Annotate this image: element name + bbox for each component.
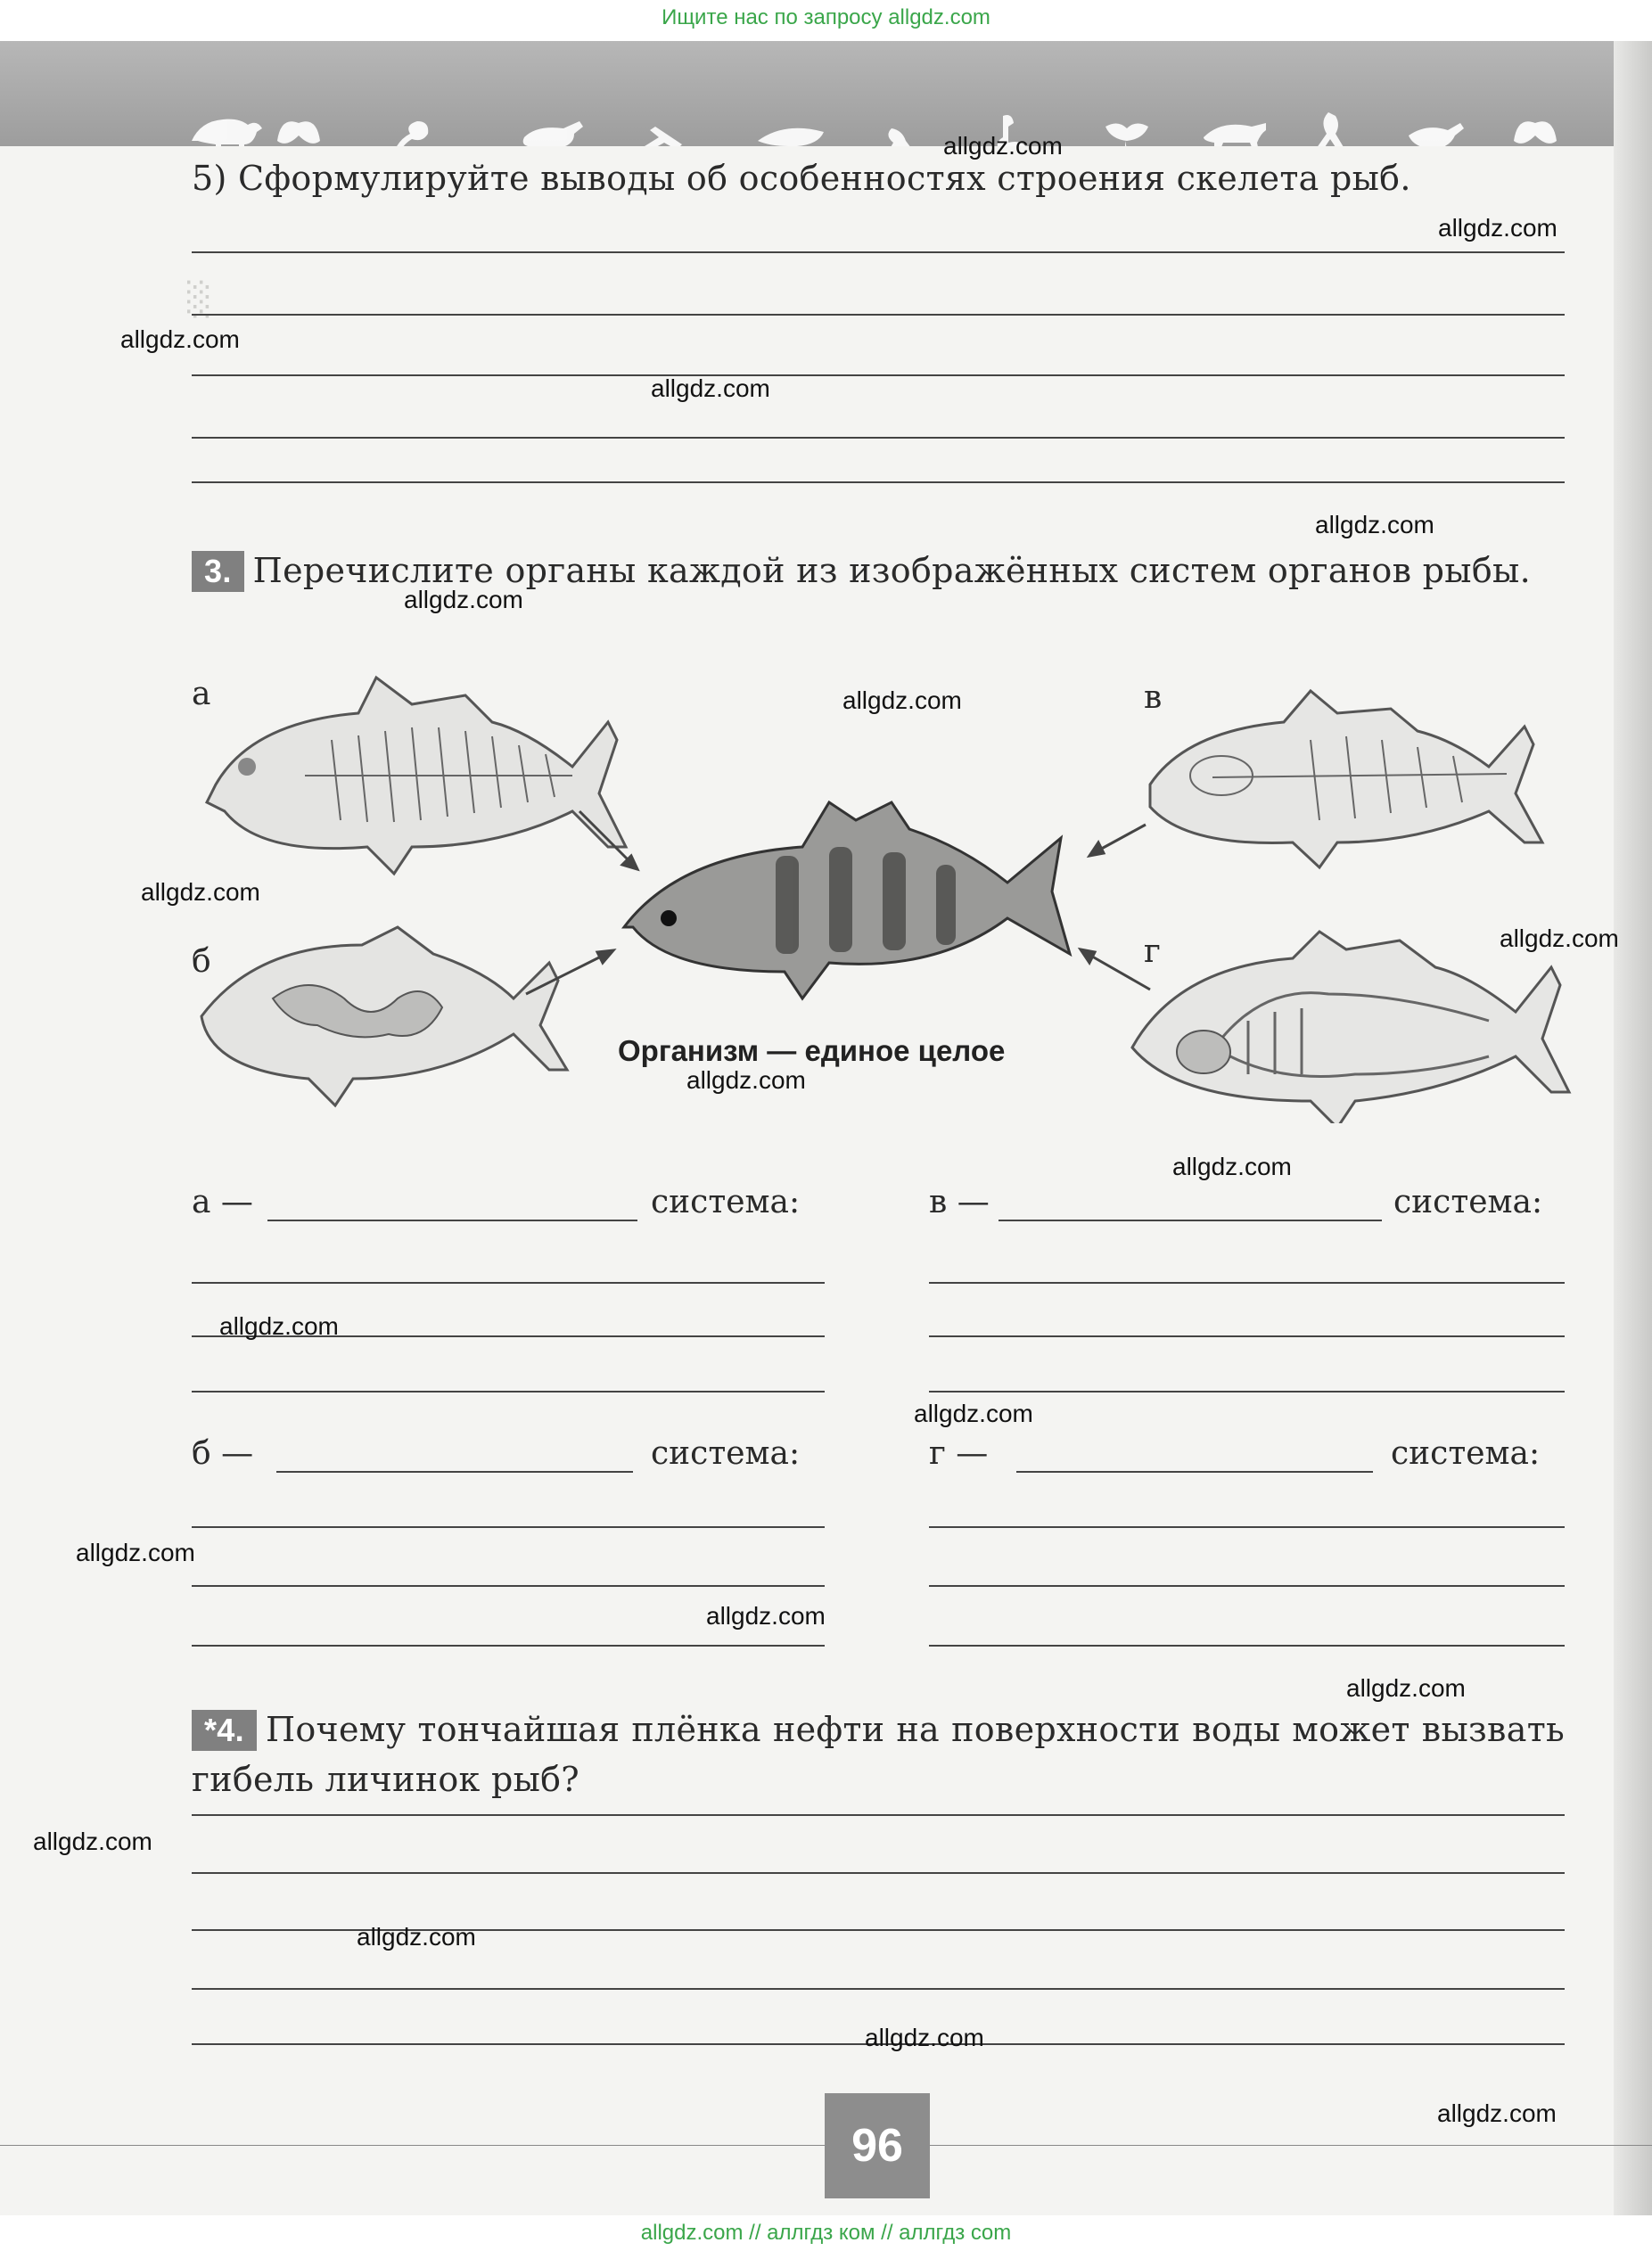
label-a: а bbox=[192, 676, 211, 712]
answer-line[interactable] bbox=[192, 1988, 1565, 1990]
answer-g-letter: г — bbox=[929, 1435, 989, 1472]
answer-v-word: система: bbox=[1393, 1184, 1543, 1220]
answer-b-word: система: bbox=[651, 1435, 801, 1472]
site-link[interactable]: Ищите нас по запросу allgdz.com bbox=[662, 5, 990, 29]
label-v: в bbox=[1144, 679, 1163, 716]
answer-line[interactable] bbox=[192, 481, 1565, 483]
answer-line[interactable] bbox=[929, 1391, 1565, 1392]
answer-line[interactable] bbox=[1016, 1471, 1373, 1473]
figure-caption: Организм — единое целое bbox=[618, 1034, 1006, 1067]
watermark: allgdz.com bbox=[1172, 1153, 1292, 1180]
label-g: г bbox=[1144, 933, 1161, 970]
fish-digestive-icon bbox=[201, 927, 567, 1105]
animal-silhouettes-icon bbox=[0, 41, 1652, 146]
watermark: allgdz.com bbox=[1438, 214, 1557, 242]
answer-b-letter: б — bbox=[192, 1435, 254, 1472]
watermark: allgdz.com bbox=[76, 1539, 195, 1566]
answer-line[interactable] bbox=[192, 1391, 825, 1392]
label-b: б bbox=[192, 943, 211, 980]
watermark: allgdz.com bbox=[1315, 511, 1434, 538]
answer-line[interactable] bbox=[929, 1282, 1565, 1284]
watermark: allgdz.com bbox=[651, 374, 770, 402]
task3-question bbox=[192, 546, 1565, 596]
fish-nervous-icon bbox=[1150, 691, 1542, 867]
answer-line[interactable] bbox=[192, 1814, 1565, 1816]
watermark: allgdz.com bbox=[943, 132, 1063, 160]
task3-text: Перечислите органы каждой из изображённых систем органов рыбы. bbox=[252, 551, 1531, 590]
decorative-band bbox=[0, 41, 1652, 146]
answer-line[interactable] bbox=[929, 1645, 1565, 1647]
answer-line[interactable] bbox=[192, 374, 1565, 376]
watermark: allgdz.com bbox=[686, 1066, 806, 1094]
watermark: allgdz.com bbox=[842, 686, 962, 714]
task3-badge: 3. bbox=[192, 551, 244, 592]
watermark: allgdz.com bbox=[404, 586, 523, 613]
answer-line[interactable] bbox=[192, 314, 1565, 316]
watermark: allgdz.com bbox=[357, 1923, 476, 1951]
task4-question bbox=[192, 1705, 1565, 1804]
answer-line[interactable] bbox=[192, 437, 1565, 439]
answer-v-letter: в — bbox=[929, 1184, 990, 1220]
task4-text: Почему тончайшая плёнка нефти на поверхности воды может вызвать гибель личинок рыб? bbox=[192, 1710, 1565, 1799]
watermark: allgdz.com bbox=[914, 1400, 1033, 1427]
answer-line[interactable] bbox=[192, 251, 1565, 253]
watermark: allgdz.com bbox=[1500, 924, 1619, 952]
divider bbox=[0, 2145, 825, 2146]
watermark: allgdz.com bbox=[33, 1828, 152, 1855]
fish-skeleton-icon bbox=[207, 678, 626, 874]
watermark: allgdz.com bbox=[865, 2024, 984, 2051]
answer-a-word: система: bbox=[651, 1184, 801, 1220]
section5-text: 5) Сформулируйте выводы об особенностях строения скелета рыб. bbox=[192, 159, 1411, 198]
watermark: allgdz.com bbox=[219, 1312, 339, 1340]
task4-badge: *4. bbox=[192, 1710, 257, 1751]
watermark: allgdz.com bbox=[706, 1602, 826, 1630]
perch-icon bbox=[624, 802, 1070, 998]
fish-circulatory-icon bbox=[1132, 932, 1569, 1123]
watermark: allgdz.com bbox=[1437, 2099, 1557, 2127]
watermark: allgdz.com bbox=[1346, 1674, 1466, 1702]
page-number: 96 bbox=[825, 2093, 930, 2198]
answer-line[interactable] bbox=[192, 1526, 825, 1528]
answer-line[interactable] bbox=[929, 1335, 1565, 1337]
answer-line[interactable] bbox=[929, 1585, 1565, 1587]
answer-line[interactable] bbox=[192, 1872, 1565, 1874]
answer-line[interactable] bbox=[267, 1220, 637, 1221]
watermark: allgdz.com bbox=[141, 878, 260, 906]
answer-line[interactable] bbox=[192, 1645, 825, 1647]
page-edge-shadow bbox=[1614, 41, 1652, 2251]
answer-a-letter: а — bbox=[192, 1184, 253, 1220]
answer-g-word: система: bbox=[1391, 1435, 1541, 1472]
bleed-through: ░ bbox=[187, 282, 212, 318]
watermark: allgdz.com bbox=[120, 325, 240, 353]
footer-links[interactable]: allgdz.com // аллгдз ком // аллгдз com bbox=[0, 2215, 1652, 2251]
answer-line[interactable] bbox=[192, 1282, 825, 1284]
site-banner bbox=[0, 0, 1652, 41]
answer-line[interactable] bbox=[192, 1585, 825, 1587]
answer-line[interactable] bbox=[999, 1220, 1382, 1221]
answer-line[interactable] bbox=[929, 1526, 1565, 1528]
divider bbox=[930, 2145, 1652, 2146]
answer-line[interactable] bbox=[276, 1471, 633, 1473]
